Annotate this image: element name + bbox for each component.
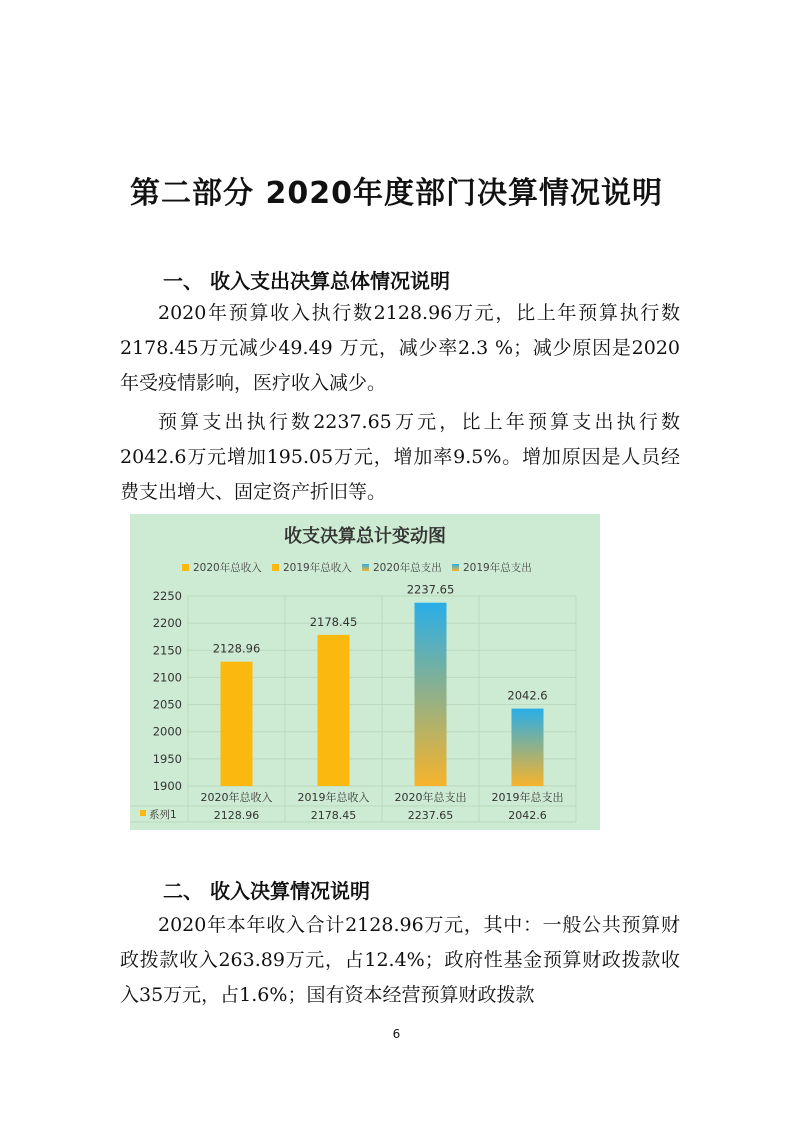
section-1-paragraph-2: 预算支出执行数2237.65万元，比上年预算支出执行数2042.6万元增加195.05万元，增加率9.5%。增加原因是人员经费支出增大、固定资产折旧等。 (120, 411, 680, 503)
bar-1 (318, 635, 350, 786)
bar-value-label-1: 2178.45 (309, 614, 358, 629)
y-tick-label-1: 2200 (152, 616, 182, 631)
x-category-label-2: 2020年总支出 (394, 791, 467, 804)
data-table-value-2: 2237.65 (407, 809, 454, 822)
legend-item-0: 2020年总收入 (193, 562, 262, 574)
data-table-value-0: 2128.96 (213, 809, 260, 822)
x-category-label-1: 2019年总收入 (297, 791, 370, 804)
section-2-paragraph-1: 2020年本年收入合计2128.96万元，其中：一般公共预算财政拨款收入263.89万元，占12.4%；政府性基金预算财政拨款收入35万元，占1.6%；国有资本经营预算财政拨款 (120, 914, 680, 1006)
bar-0 (221, 662, 253, 786)
page-number: 6 (392, 1027, 401, 1041)
section-2-heading: 二、 收入决算情况说明 (163, 879, 370, 903)
legend-swatch-0 (182, 564, 189, 571)
data-table-series-name: 系列1 (149, 809, 177, 821)
y-tick-label-7: 1900 (152, 779, 182, 793)
bar-3 (512, 709, 544, 786)
page-title: 第二部分 2020年度部门决算情况说明 (130, 176, 663, 211)
income-expense-chart (130, 514, 600, 830)
bar-value-label-0: 2128.96 (212, 641, 261, 656)
x-category-label-0: 2020年总收入 (200, 791, 273, 804)
y-tick-label-0: 2250 (152, 589, 182, 603)
legend-swatch-3 (452, 564, 459, 571)
y-tick-label-2: 2150 (152, 643, 182, 658)
legend-swatch-2 (362, 564, 369, 571)
section-1-paragraph-1: 2020年预算收入执行数2128.96万元，比上年预算执行数2178.45万元减少49.49 万元，减少率2.3 %；减少原因是2020年受疫情影响，医疗收入减少。 (120, 302, 680, 394)
bar-value-label-3: 2042.6 (507, 688, 548, 703)
data-table-series-swatch (140, 810, 146, 816)
chart-title: 收支决算总计变动图 (284, 526, 446, 547)
y-tick-label-4: 2050 (152, 697, 182, 712)
y-tick-label-6: 1950 (152, 751, 182, 766)
legend-item-1: 2019年总收入 (283, 562, 352, 574)
legend-item-3: 2019年总支出 (463, 562, 532, 574)
chart-canvas (130, 514, 600, 830)
legend-swatch-1 (272, 564, 279, 571)
section-1-heading: 一、 收入支出决算总体情况说明 (163, 269, 450, 293)
y-tick-label-5: 2000 (152, 724, 182, 739)
data-table-value-3: 2042.6 (508, 809, 547, 822)
y-tick-label-3: 2100 (152, 670, 182, 685)
legend-item-2: 2020年总支出 (373, 562, 442, 574)
data-table-value-1: 2178.45 (310, 809, 357, 822)
bar-2 (415, 603, 447, 786)
x-category-label-3: 2019年总支出 (491, 791, 564, 804)
bar-value-label-2: 2237.65 (406, 582, 455, 597)
